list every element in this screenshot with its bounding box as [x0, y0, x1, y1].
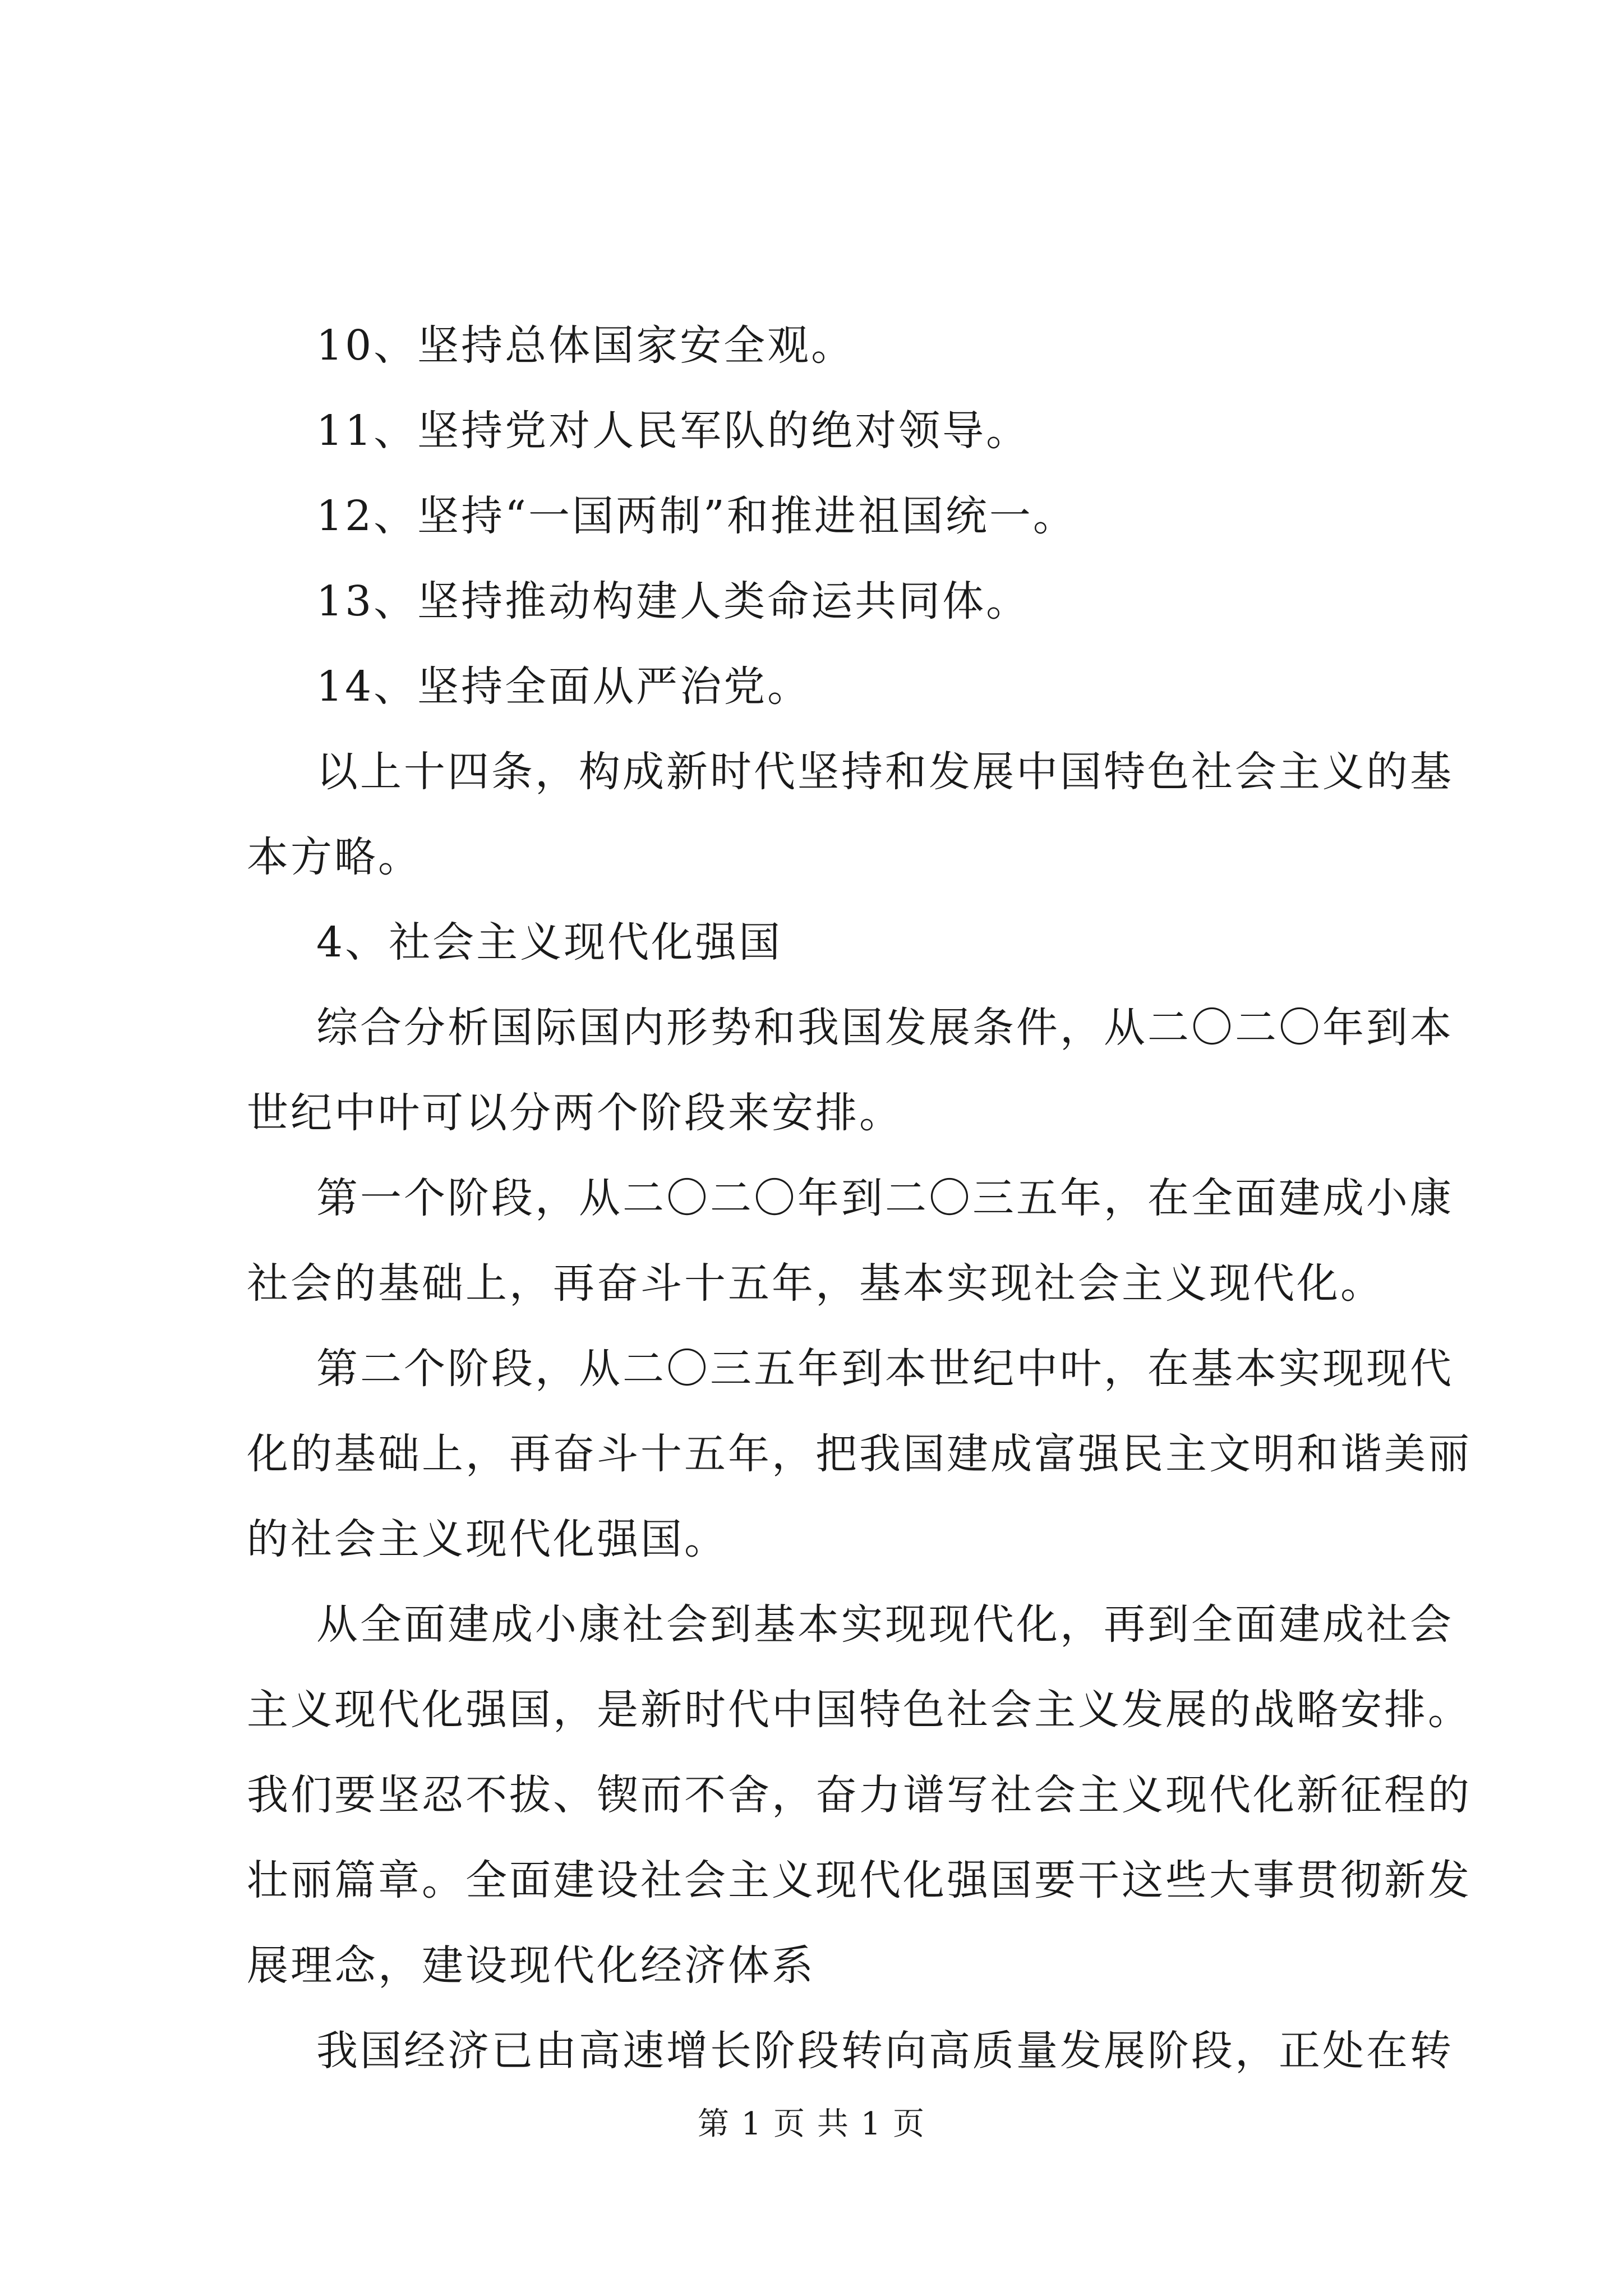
text-line: 化的基础上，再奋斗十五年，把我国建成富强民主文明和谐美丽 — [247, 1430, 1472, 1478]
text-line: 从全面建成小康社会到基本实现现代化，再到全面建成社会 — [316, 1600, 1454, 1649]
text-line: 14、坚持全面从严治党。 — [316, 662, 811, 711]
text-line: 主义现代化强国，是新时代中国特色社会主义发展的战略安排。 — [247, 1686, 1472, 1734]
text-line: 我们要坚忍不拔、锲而不舍，奋力谱写社会主义现代化新征程的 — [247, 1771, 1472, 1819]
text-line: 社会的基础上，再奋斗十五年，基本实现社会主义现代化。 — [247, 1259, 1384, 1308]
text-line: 12、坚持“一国两制”和推进祖国统一。 — [316, 492, 1077, 540]
text-line: 的社会主义现代化强国。 — [247, 1515, 728, 1563]
text-line: 综合分析国际国内形势和我国发展条件，从二〇二〇年到本 — [316, 1004, 1454, 1052]
section-heading: 4、社会主义现代化强国 — [316, 918, 783, 967]
text-line: 第二个阶段，从二〇三五年到本世纪中叶，在基本实现现代 — [316, 1345, 1454, 1393]
text-line: 世纪中叶可以分两个阶段来安排。 — [247, 1089, 903, 1137]
text-line: 我国经济已由高速增长阶段转向高质量发展阶段，正处在转 — [316, 2027, 1454, 2075]
page-number-footer: 第 1 页 共 1 页 — [697, 2106, 926, 2142]
text-line: 本方略。 — [247, 833, 422, 881]
text-line: 展理念，建设现代化经济体系 — [247, 1941, 815, 1990]
text-line: 以上十四条，构成新时代坚持和发展中国特色社会主义的基 — [316, 748, 1454, 796]
text-line: 13、坚持推动构建人类命运共同体。 — [316, 577, 1030, 625]
text-line: 10、坚持总体国家安全观。 — [316, 321, 855, 370]
text-line: 壮丽篇章。全面建设社会主义现代化强国要干这些大事贯彻新发 — [247, 1856, 1472, 1904]
text-line: 第一个阶段，从二〇二〇年到二〇三五年，在全面建成小康 — [316, 1174, 1454, 1222]
text-line: 11、坚持党对人民军队的绝对领导。 — [316, 407, 1030, 455]
document-body — [247, 303, 1472, 2093]
